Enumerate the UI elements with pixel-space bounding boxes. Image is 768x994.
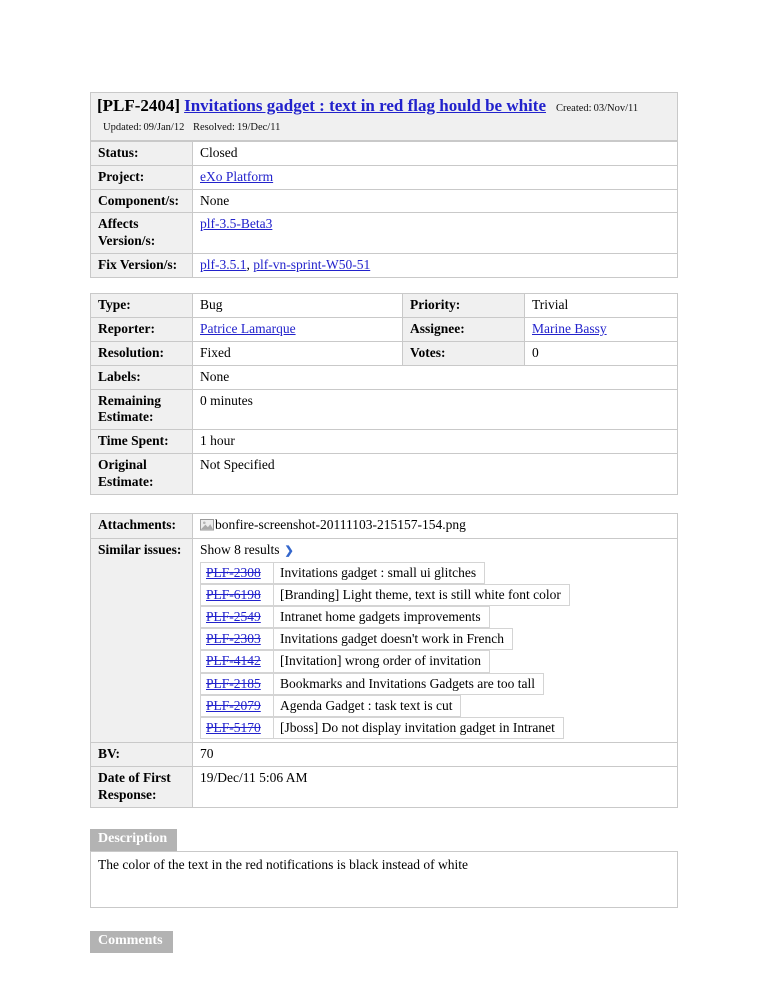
- similar-issue-summary: Intranet home gadgets improvements: [274, 606, 490, 628]
- table-row: [91, 365, 678, 389]
- remaining-estimate-value: 0 minutes: [193, 389, 678, 430]
- attachments-label: Attachments:: [91, 513, 193, 538]
- similar-issue-key-cell: [200, 717, 274, 739]
- table-row: [91, 513, 678, 538]
- table-row: [91, 254, 678, 278]
- table-row: [91, 165, 678, 189]
- table-row: [91, 141, 678, 165]
- similar-issue-key-cell: [200, 584, 274, 606]
- attachment-filename: bonfire-screenshot-20111103-215157-154.png: [215, 517, 466, 533]
- issue-header: [90, 92, 678, 141]
- similar-issue-row: [200, 695, 461, 717]
- similar-issue-key-cell: [200, 650, 274, 672]
- similar-issue-row: [200, 628, 513, 650]
- table-row: [91, 430, 678, 454]
- original-estimate-label: Original Estimate:: [91, 454, 193, 495]
- similar-issue-row: [200, 584, 570, 606]
- remaining-estimate-label: Remaining Estimate:: [91, 389, 193, 430]
- attachments-cell: [193, 513, 678, 538]
- assignee-link[interactable]: Marine Bassy: [532, 320, 607, 336]
- similar-issue-summary: [Jboss] Do not display invitation gadget in Intranet: [274, 717, 564, 739]
- resolved-label: Resolved:: [192, 121, 235, 133]
- created-label: Created:: [556, 103, 592, 114]
- similar-issue-link[interactable]: PLF-4142: [206, 653, 261, 669]
- similar-issue-row: [200, 562, 485, 584]
- issue-page: [90, 92, 678, 953]
- resolution-value: Fixed: [193, 341, 403, 365]
- status-label: Status:: [91, 141, 193, 165]
- similar-issue-link[interactable]: PLF-2308: [206, 564, 261, 580]
- fix-version-link[interactable]: plf-vn-sprint-W50-51: [253, 257, 371, 273]
- table-row: [91, 767, 678, 808]
- fix-versions-cell: [193, 254, 678, 278]
- table-row: [91, 454, 678, 495]
- reporter-cell: [193, 317, 403, 341]
- similar-issue-summary: Invitations gadget : small ui glitches: [274, 562, 485, 584]
- show-results-text: Show 8 results: [200, 541, 280, 557]
- created-date: 03/Nov/11: [593, 103, 639, 114]
- similar-issue-row: [200, 650, 490, 672]
- similar-issue-key-cell: [200, 673, 274, 695]
- type-label: Type:: [91, 294, 193, 318]
- issue-key: [PLF-2404]: [97, 96, 181, 115]
- priority-label: Priority:: [403, 294, 525, 318]
- bv-label: BV:: [91, 743, 193, 767]
- description-body: The color of the text in the red notifications is black instead of white: [90, 851, 678, 909]
- original-estimate-value: Not Specified: [193, 454, 678, 495]
- type-value: Bug: [193, 294, 403, 318]
- votes-label: Votes:: [403, 341, 525, 365]
- status-value: Closed: [193, 141, 678, 165]
- table-row: [91, 538, 678, 742]
- similar-issues-cell: [193, 538, 678, 742]
- details-table: [90, 141, 678, 278]
- project-link[interactable]: eXo Platform: [200, 168, 274, 184]
- similar-issue-summary: [Invitation] wrong order of invitation: [274, 650, 490, 672]
- affects-versions-label: Affects Version/s:: [91, 213, 193, 254]
- similar-issue-key-cell: [200, 628, 274, 650]
- fix-version-link[interactable]: plf-3.5.1: [200, 257, 247, 273]
- resolved-date: 19/Dec/11: [236, 121, 281, 133]
- assignee-label: Assignee:: [403, 317, 525, 341]
- table-row: [91, 294, 678, 318]
- table-row: [91, 213, 678, 254]
- chevron-right-icon: ❯: [284, 544, 294, 557]
- similar-issue-key-cell: [200, 606, 274, 628]
- components-value: None: [193, 189, 678, 213]
- show-results-toggle[interactable]: [200, 542, 670, 562]
- similar-issue-link[interactable]: PLF-2079: [206, 697, 261, 713]
- similar-issues-label: Similar issues:: [91, 538, 193, 742]
- reporter-label: Reporter:: [91, 317, 193, 341]
- table-row: [91, 341, 678, 365]
- comments-section-label: Comments: [90, 931, 173, 953]
- image-icon: [200, 517, 214, 535]
- table-row: [91, 189, 678, 213]
- affects-version-link[interactable]: plf-3.5-Beta3: [200, 216, 273, 232]
- updated-label: Updated:: [103, 121, 142, 133]
- similar-issue-link[interactable]: PLF-6198: [206, 586, 261, 602]
- similar-issue-row: [200, 717, 564, 739]
- updated-date: 09/Jan/12: [143, 121, 185, 133]
- similar-issue-link[interactable]: PLF-2549: [206, 609, 261, 624]
- date-of-first-response-value: 19/Dec/11 5:06 AM: [193, 767, 678, 808]
- fix-versions-label: Fix Version/s:: [91, 254, 193, 278]
- table-row: [91, 317, 678, 341]
- fix-version-separator: ,: [246, 257, 254, 273]
- time-spent-label: Time Spent:: [91, 430, 193, 454]
- project-label: Project:: [91, 165, 193, 189]
- misc-table: [90, 513, 678, 808]
- reporter-link[interactable]: Patrice Lamarque: [200, 320, 296, 336]
- similar-issue-key-cell: [200, 562, 274, 584]
- description-section-label: Description: [90, 829, 177, 851]
- labels-label: Labels:: [91, 365, 193, 389]
- assignee-cell: [525, 317, 678, 341]
- bv-value: 70: [193, 743, 678, 767]
- votes-value: 0: [525, 341, 678, 365]
- similar-issue-link[interactable]: PLF-5170: [206, 719, 261, 735]
- attachment-item[interactable]: [200, 517, 466, 535]
- table-row: [91, 389, 678, 430]
- similar-issue-summary: Bookmarks and Invitations Gadgets are too tall: [274, 673, 544, 695]
- similar-issue-summary: [Branding] Light theme, text is still white font color: [274, 584, 570, 606]
- similar-issue-key-cell: [200, 695, 274, 717]
- similar-issue-summary: Invitations gadget doesn't work in French: [274, 628, 513, 650]
- similar-issue-summary: Agenda Gadget : task text is cut: [274, 695, 461, 717]
- table-row: [91, 743, 678, 767]
- similar-issue-link[interactable]: PLF-2303: [206, 631, 261, 647]
- components-label: Component/s:: [91, 189, 193, 213]
- date-of-first-response-label: Date of First Response:: [91, 767, 193, 808]
- project-cell: [193, 165, 678, 189]
- affects-version-cell: [193, 213, 678, 254]
- similar-issue-row: [200, 606, 490, 628]
- priority-value: Trivial: [525, 294, 678, 318]
- people-table: [90, 293, 678, 495]
- similar-issue-row: [200, 673, 544, 695]
- resolution-label: Resolution:: [91, 341, 193, 365]
- labels-value: None: [193, 365, 678, 389]
- similar-issue-link[interactable]: PLF-2185: [206, 675, 261, 691]
- time-spent-value: 1 hour: [193, 430, 678, 454]
- issue-title-link[interactable]: Invitations gadget : text in red flag hould be white: [184, 96, 546, 115]
